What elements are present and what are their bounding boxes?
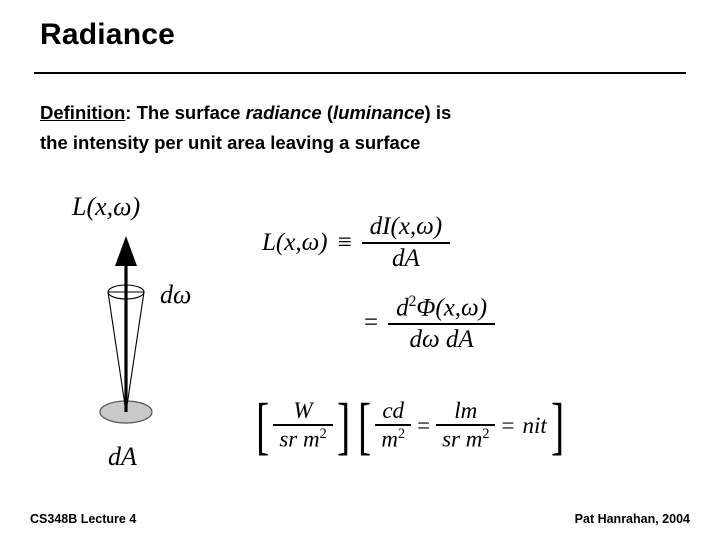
definition-line-2: the intensity per unit area leaving a surface bbox=[40, 131, 421, 153]
equation-row-definition bbox=[262, 212, 690, 274]
units-sr-m-exponent: 2 bbox=[319, 425, 327, 442]
units-candela-denominator bbox=[375, 426, 411, 453]
units-fraction-lumen bbox=[436, 398, 495, 452]
units-equals-2: = bbox=[501, 412, 515, 438]
equation-row-flux bbox=[354, 292, 690, 355]
flux-d: d bbox=[396, 293, 409, 321]
equation-fraction-2 bbox=[388, 292, 495, 355]
right-bracket-2: ] bbox=[550, 390, 564, 461]
equation-fraction-1 bbox=[362, 212, 450, 274]
definition-label: Definition bbox=[40, 102, 126, 123]
units-fraction-candela bbox=[375, 398, 411, 452]
equation-lhs: L(x,ω) bbox=[262, 228, 328, 256]
right-bracket-1: ] bbox=[336, 390, 350, 461]
definition-italic-luminance: luminance bbox=[333, 102, 425, 123]
units-expression bbox=[252, 390, 568, 461]
units-lumen-denominator bbox=[436, 426, 495, 453]
units-watt-numerator: W bbox=[293, 398, 313, 424]
units-nit: nit bbox=[522, 412, 547, 438]
left-bracket-2: [ bbox=[358, 390, 372, 461]
flux-rest: Φ(x,ω) bbox=[416, 293, 488, 321]
diagram-radiance-label: L(x,ω) bbox=[72, 192, 141, 221]
definition-between-2: ) is bbox=[424, 102, 452, 123]
page-title: Radiance bbox=[40, 18, 175, 51]
units-sr-m-2: sr m bbox=[442, 426, 483, 452]
equation-fraction-1-denominator: dA bbox=[392, 244, 420, 272]
units-sr-m: sr m bbox=[279, 426, 320, 452]
equation-relation-equiv: ≡ bbox=[337, 228, 352, 256]
equation-block bbox=[250, 212, 690, 355]
flux-exponent: 2 bbox=[408, 292, 417, 310]
equation-fraction-2-numerator bbox=[388, 292, 495, 323]
definition-between-1: ( bbox=[321, 102, 334, 123]
definition-text-before: The surface bbox=[131, 102, 246, 123]
diagram-area-label: dA bbox=[108, 442, 137, 471]
footer-course: CS348B Lecture 4 bbox=[30, 512, 137, 526]
units-fraction-watt bbox=[273, 398, 332, 452]
definition-italic-radiance: radiance bbox=[245, 102, 322, 123]
equation-fraction-2-denominator: dω dA bbox=[409, 325, 474, 353]
units-watt-denominator bbox=[273, 426, 332, 453]
units-m: m bbox=[381, 426, 398, 452]
left-bracket-1: [ bbox=[256, 390, 270, 461]
footer-author: Pat Hanrahan, 2004 bbox=[574, 512, 690, 526]
diagram-solid-angle-label: dω bbox=[160, 280, 192, 309]
direction-arrow-head bbox=[115, 236, 137, 266]
title-divider bbox=[34, 72, 686, 74]
definition-colon: : bbox=[125, 102, 132, 123]
units-candela-numerator: cd bbox=[382, 398, 405, 424]
units-lumen-numerator: lm bbox=[454, 398, 478, 424]
units-sr-m-2-exponent: 2 bbox=[482, 425, 490, 442]
radiance-cone-diagram bbox=[60, 230, 210, 440]
definition-text bbox=[40, 98, 680, 158]
units-equals-1: = bbox=[417, 412, 431, 438]
equation-fraction-1-numerator: dI(x,ω) bbox=[369, 213, 443, 240]
equation-relation-equals: = bbox=[364, 309, 379, 337]
units-m-exponent: 2 bbox=[397, 425, 406, 442]
